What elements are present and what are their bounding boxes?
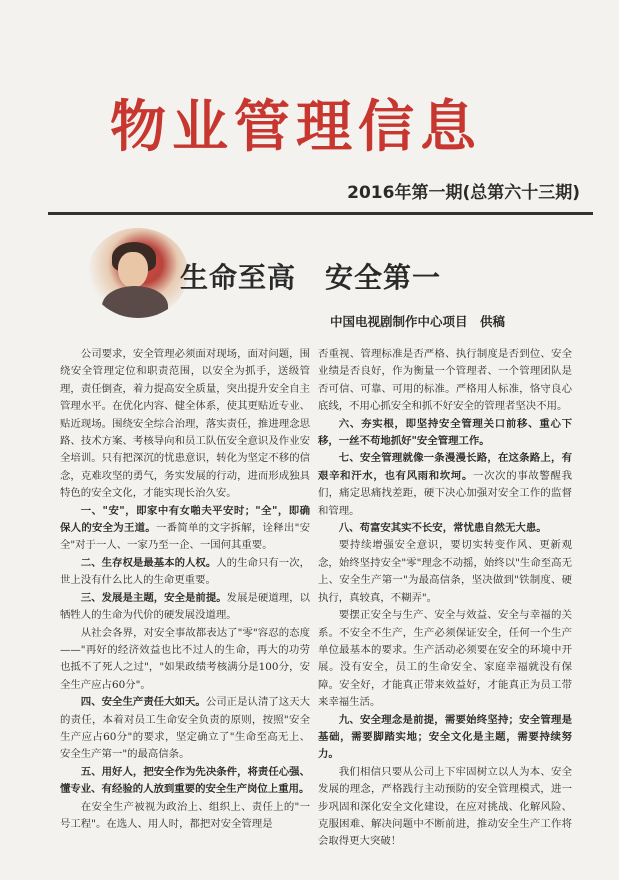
article-column-right — [318, 346, 572, 866]
paragraph-heading: 六、夯实根，即坚持安全管理关口前移、重心下移，一丝不苟地抓好"安全管理工作。 — [318, 417, 572, 448]
paragraph-heading: 五、用好人，把安全作为先决条件，将责任心强、懂专业、有经验的人放到重要的安全生产岗位上重用。 — [60, 765, 310, 796]
issue-number: 2016年第一期(总第六十三期) — [347, 183, 580, 203]
paragraph — [60, 625, 310, 695]
paragraph-text: 一次次的事故警醒我们，痛定思痛找差距，硬下决心加强对安全工作的监督和管理。 — [318, 469, 572, 517]
paragraph-text: 公司正是认清了这天大的责任，本着对员工生命安全负责的原则，按照"安全生产应占60分"的要求，坚定确立了"生命至高无上、安全生产第一"的最高信条。 — [60, 696, 310, 761]
paragraph-text: 要摆正安全与生产、安全与效益、安全与幸福的关系。不安全不生产，生产必须保证安全，任何一个生产单位最基本的要求。生产活动必须要在安全的环境中开展。没有安全，员工的生命安全、家庭幸福就没有保障。安全好，才能真正带来效益好，才能真正为员工带来幸福生活。 — [318, 609, 572, 709]
paragraph — [318, 764, 572, 851]
paragraph — [60, 799, 310, 834]
paragraph — [60, 694, 310, 764]
portrait-photo — [88, 228, 188, 318]
paragraph-text: 在安全生产被视为政治上、组织上、责任上的"一号工程"。在选人、用人时，都把对安全管理是 — [60, 800, 310, 830]
paragraph-heading: 三、发展是主题，安全是前提。 — [80, 591, 227, 604]
paragraph — [318, 416, 572, 451]
paragraph — [60, 764, 310, 799]
paragraph-heading: 四、安全生产责任大如天。 — [80, 696, 206, 709]
masthead-title: 物业管理信息 — [110, 94, 482, 160]
paragraph-text: 人的生命只有一次，世上没有什么比人的生命更重要。 — [60, 556, 310, 587]
paragraph-text: 否重视、管理标准是否严格、执行制度是否到位、安全业绩是否良好，作为衡量一个管理者、一个管理团队是否可信、可靠、可用的标准。严格用人标准，恪守良心底线，不用心抓安全和抓不好安全的管理者坚决不用。 — [318, 348, 572, 413]
paragraph-heading: 八、苟富安其实不长安，常忧患自然无大患。 — [338, 522, 547, 535]
paragraph-text: 要持续增强安全意识，要切实转变作风、更新观念，始终坚持安全"零"理念不动摇，始终以"生命至高无上、安全生产第一"为最高信条，坚决做到"铁制度、硬执行，真较真，不糊弄"。 — [318, 539, 572, 604]
article-column-left — [60, 346, 310, 866]
paragraph — [318, 607, 572, 711]
paragraph — [60, 555, 310, 590]
paragraph — [318, 520, 572, 537]
paragraph-text: 发展是硬道理，以牺牲人的生命为代价的硬发展没道理。 — [60, 591, 310, 622]
paragraph — [318, 346, 572, 416]
paragraph — [318, 537, 572, 607]
article-headline: 生命至高 安全第一 — [180, 261, 442, 294]
portrait-body — [102, 286, 168, 318]
article-byline: 中国电视剧制作中心项目 供稿 — [330, 314, 506, 329]
header-divider — [48, 212, 593, 215]
paragraph-text: 一番简单的文字拆解，诠释出"安全"对于一人、一家乃至一企、一国何其重要。 — [60, 522, 310, 552]
paragraph-text: 从社会各界，对安全事故都表达了"零"容忍的态度——"再好的经济效益也比不过人的生命，再大的功劳也抵不了死人之过"，"如果政绩考核满分是100分，安全生产应占60分"。 — [60, 626, 310, 691]
paragraph — [60, 503, 310, 555]
paragraph-heading: 一、"安"，即家中有女啪夫平安时；"全"，即确保人的安全为王道。 — [60, 504, 310, 535]
paragraph-text: 公司要求，安全管理必须面对现场，面对问题，围绕安全管理定位和职责范围，以安全为抓手，送级管理，责任倒查，着力提高安全质量，突出提升安全自主管理水平。在优化内容、健全体系，使其更贴近专业、贴近现场。围绕安全综合治理，落实责任，推进理念思路、技术方案、考核导向和员工队伍安全意识及作业安全培训。只有把深沉的忧患意识，转化为坚定不移的信念，克难攻坚的勇气，务实发展的行动，进而形成独具特色的安全文化，才能实现长治久安。 — [60, 348, 310, 500]
paragraph — [318, 712, 572, 764]
paragraph-heading: 七、安全管理就像一条漫漫长路，在这条路上，有艰辛和汗水，也有风雨和坎坷。 — [318, 452, 572, 482]
paragraph — [60, 590, 310, 625]
paragraph-heading: 九、安全理念是前提，需要始终坚持；安全管理是基础，需要脚踏实地；安全文化是主题，需要持续努力。 — [318, 713, 572, 761]
paragraph-text: 我们相信只要从公司上下牢固树立以人为本、安全发展的理念，严格践行主动预防的安全管理模式，进一步巩固和深化安全文化建设，在应对挑战、化解风险、克服困难、解决问题中不断前进，推动安全生产工作将会取得更大突破！ — [318, 765, 572, 848]
paragraph — [318, 450, 572, 520]
portrait-face — [118, 252, 148, 288]
paragraph — [60, 346, 310, 503]
paragraph-heading: 二、生存权是最基本的人权。 — [80, 556, 217, 569]
